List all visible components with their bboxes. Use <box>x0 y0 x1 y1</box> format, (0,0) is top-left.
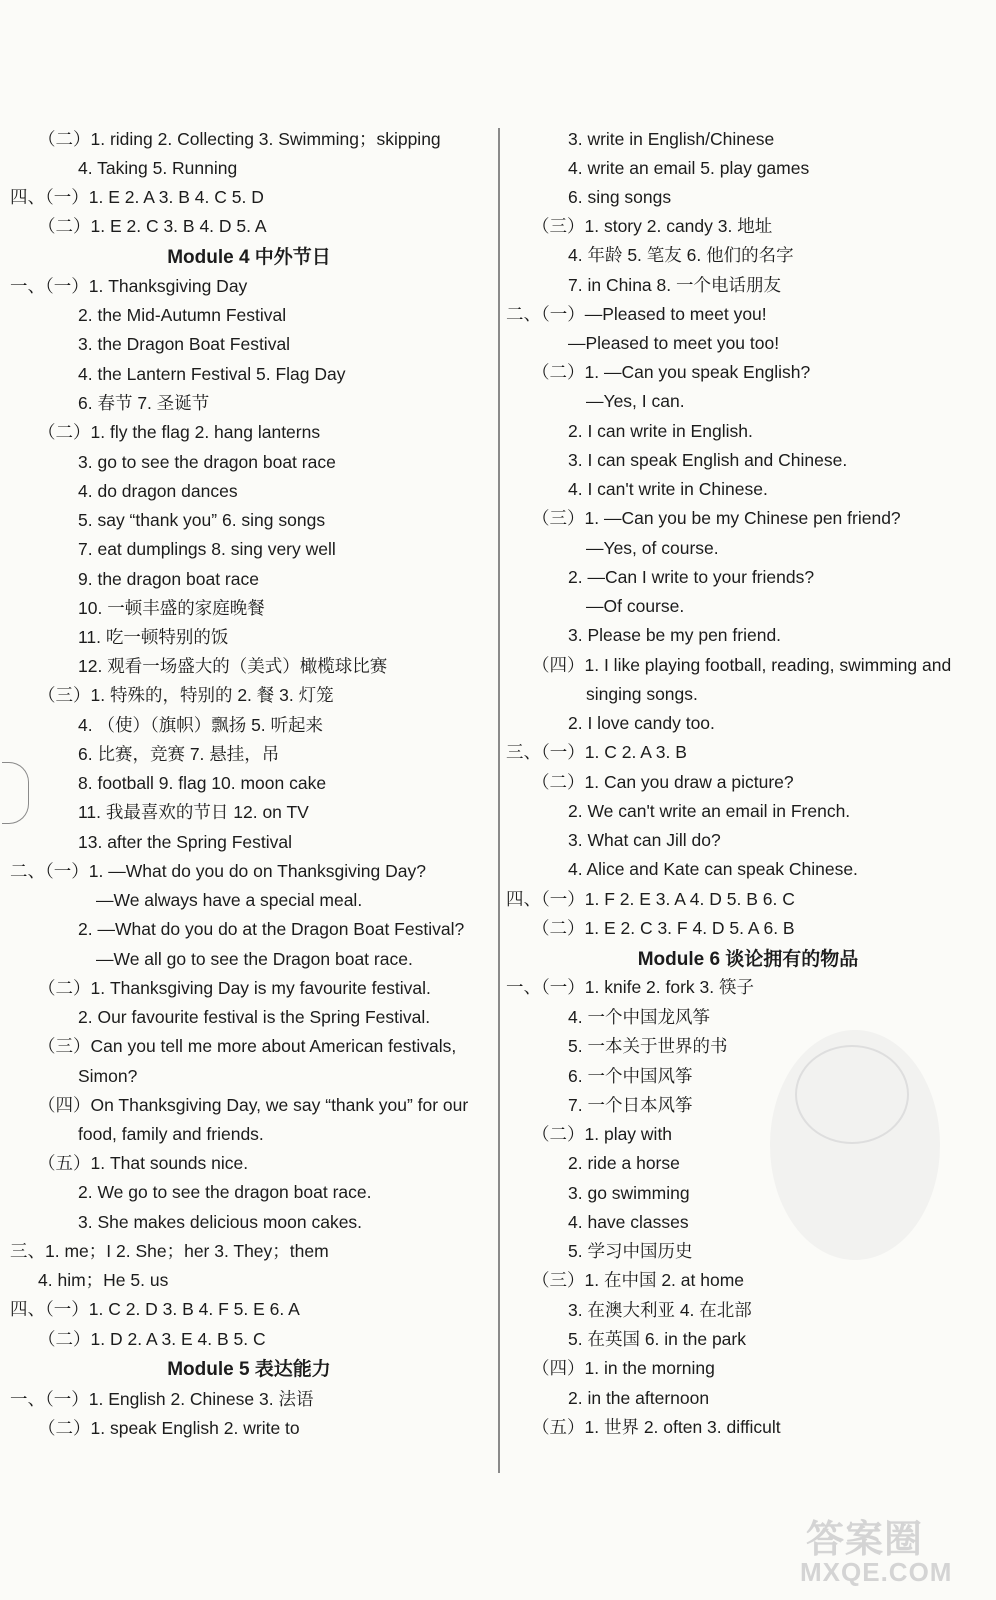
answer-line: （三）1. 在中国 2. at home <box>532 1270 745 1290</box>
margin-stamp <box>2 762 29 824</box>
answer-line: 6. sing songs <box>568 187 672 207</box>
answer-line: 2. We can't write an email in French. <box>568 801 851 821</box>
answer-line: 三、1. me；I 2. She；her 3. They；them <box>10 1241 329 1261</box>
answer-line: 四、（一）1. C 2. D 3. B 4. F 5. E 6. A <box>10 1299 300 1319</box>
answer-line: 4. （使）（旗帜）飘扬 5. 听起来 <box>78 715 324 735</box>
answer-line: 二、（一）—Pleased to meet you! <box>506 304 767 324</box>
module-heading: Module 4 中外节日 <box>167 247 331 268</box>
answer-line: 2. in the afternoon <box>568 1388 710 1408</box>
answer-line: 四、（一）1. E 2. A 3. B 4. C 5. D <box>10 187 264 207</box>
answer-line: 9. the dragon boat race <box>78 569 259 589</box>
answer-line: 一、（一）1. knife 2. fork 3. 筷子 <box>506 977 754 997</box>
answer-line: （二）1. D 2. A 3. E 4. B 5. C <box>38 1329 266 1349</box>
answer-line: 4. him；He 5. us <box>38 1270 169 1290</box>
answer-line: （四）1. in the morning <box>532 1358 715 1378</box>
answer-line: 4. Taking 5. Running <box>78 158 238 178</box>
answer-line: 3. She makes delicious moon cakes. <box>78 1212 363 1232</box>
answer-line: （三）1. story 2. candy 3. 地址 <box>532 216 773 236</box>
answer-line: 2. Our favourite festival is the Spring Festival. <box>78 1007 431 1027</box>
answer-line: （二）1. speak English 2. write to <box>38 1418 300 1438</box>
answer-line: 3. the Dragon Boat Festival <box>78 334 291 354</box>
answer-line: （二）1. —Can you speak English? <box>532 362 811 382</box>
answer-line: singing songs. <box>586 684 698 704</box>
answer-line: —Pleased to meet you too! <box>568 333 780 353</box>
answer-line: （三）Can you tell me more about American festivals, <box>38 1036 457 1056</box>
answer-line: 11. 我最喜欢的节日 12. on TV <box>78 802 309 822</box>
answer-line: 4. have classes <box>568 1212 689 1232</box>
answer-line: 4. 年龄 5. 笔友 6. 他们的名字 <box>568 245 794 265</box>
answer-line: 4. the Lantern Festival 5. Flag Day <box>78 364 346 384</box>
answer-line: 2. I love candy too. <box>568 713 715 733</box>
answer-line: （五）1. 世界 2. often 3. difficult <box>532 1417 781 1437</box>
answer-line: 4. Alice and Kate can speak Chinese. <box>568 859 858 879</box>
answer-line: —Yes, of course. <box>586 538 719 558</box>
answer-line: 8. football 9. flag 10. moon cake <box>78 773 327 793</box>
column-divider <box>498 128 500 1473</box>
answer-line: （五）1. That sounds nice. <box>38 1153 249 1173</box>
answer-line: 四、（一）1. F 2. E 3. A 4. D 5. B 6. C <box>506 889 795 909</box>
answer-line: 三、（一）1. C 2. A 3. B <box>506 742 687 762</box>
answer-line: 3. I can speak English and Chinese. <box>568 450 848 470</box>
answer-line: 3. 在澳大利亚 4. 在北部 <box>568 1300 752 1320</box>
answer-line: 2. —Can I write to your friends? <box>568 567 815 587</box>
answer-line: （三）1. 特殊的，特别的 2. 餐 3. 灯笼 <box>38 685 334 705</box>
answer-line: 6. 春节 7. 圣诞节 <box>78 393 210 413</box>
answer-line: 2. We go to see the dragon boat race. <box>78 1182 372 1202</box>
answer-line: （二）1. riding 2. Collecting 3. Swimming；skipping <box>38 129 441 149</box>
answer-line: 6. 一个中国风筝 <box>568 1066 693 1086</box>
answer-line: 12. 观看一场盛大的（美式）橄榄球比赛 <box>78 656 388 676</box>
answer-line: —We all go to see the Dragon boat race. <box>96 949 413 969</box>
answer-line: 5. 学习中国历史 <box>568 1241 693 1261</box>
answer-line: —Yes, I can. <box>586 391 685 411</box>
watermark-mascot-face <box>795 1045 909 1144</box>
answer-line: 一、（一）1. Thanksgiving Day <box>10 276 248 296</box>
answer-line: （二）1. E 2. C 3. F 4. D 5. A 6. B <box>532 918 795 938</box>
answer-line: 4. write an email 5. play games <box>568 158 810 178</box>
answer-line: （二）1. play with <box>532 1124 673 1144</box>
answer-line: （二）1. E 2. C 3. B 4. D 5. A <box>38 216 267 236</box>
answer-line: 4. 一个中国龙风筝 <box>568 1007 710 1027</box>
answer-line: food, family and friends. <box>78 1124 264 1144</box>
watermark-logo: 答案圈 <box>806 1519 924 1561</box>
module-heading: Module 6 谈论拥有的物品 <box>637 949 859 970</box>
answer-line: 2. ride a horse <box>568 1153 680 1173</box>
answer-line: 4. do dragon dances <box>78 481 238 501</box>
answer-line: （四）On Thanksgiving Day, we say “thank you” for our <box>38 1095 469 1115</box>
answer-line: 10. 一顿丰盛的家庭晚餐 <box>78 598 265 618</box>
answer-line: 2. the Mid-Autumn Festival <box>78 305 287 325</box>
answer-line: （四）1. I like playing football, reading, swimming and <box>532 655 952 675</box>
answer-line: 一、（一）1. English 2. Chinese 3. 法语 <box>10 1389 314 1409</box>
module-heading: Module 5 表达能力 <box>167 1359 331 1380</box>
answer-line: Simon? <box>78 1066 138 1086</box>
answer-line: 13. after the Spring Festival <box>78 832 292 852</box>
answer-line: 2. I can write in English. <box>568 421 753 441</box>
answer-line: 3. Please be my pen friend. <box>568 625 782 645</box>
answer-line: （二）1. fly the flag 2. hang lanterns <box>38 422 321 442</box>
answer-line: 3. write in English/Chinese <box>568 129 775 149</box>
answer-line: 2. —What do you do at the Dragon Boat Festival? <box>78 919 465 939</box>
answer-line: 7. eat dumplings 8. sing very well <box>78 539 336 559</box>
answer-line: 5. 在英国 6. in the park <box>568 1329 746 1349</box>
watermark-domain: MXQE.COM <box>800 1557 953 1587</box>
answer-line: 3. go to see the dragon boat race <box>78 452 336 472</box>
answer-line: 11. 吃一顿特别的饭 <box>78 627 229 647</box>
answer-line: 3. What can Jill do? <box>568 830 721 850</box>
answer-line: 6. 比赛，竞赛 7. 悬挂，吊 <box>78 744 280 764</box>
answer-line: 3. go swimming <box>568 1183 690 1203</box>
answer-line: 7. in China 8. 一个电话朋友 <box>568 275 781 295</box>
answer-line: （二）1. Thanksgiving Day is my favourite festival. <box>38 978 431 998</box>
answer-line: 5. 一本关于世界的书 <box>568 1036 728 1056</box>
answer-line: 7. 一个日本风筝 <box>568 1095 693 1115</box>
answer-line: 5. say “thank you” 6. sing songs <box>78 510 326 530</box>
answer-line: —Of course. <box>586 596 685 616</box>
answer-line: （三）1. —Can you be my Chinese pen friend? <box>532 508 901 528</box>
answer-line: 4. I can't write in Chinese. <box>568 479 768 499</box>
answer-line: 二、（一）1. —What do you do on Thanksgiving Day? <box>10 861 426 881</box>
answer-line: —We always have a special meal. <box>96 890 363 910</box>
answer-line: （二）1. Can you draw a picture? <box>532 772 794 792</box>
